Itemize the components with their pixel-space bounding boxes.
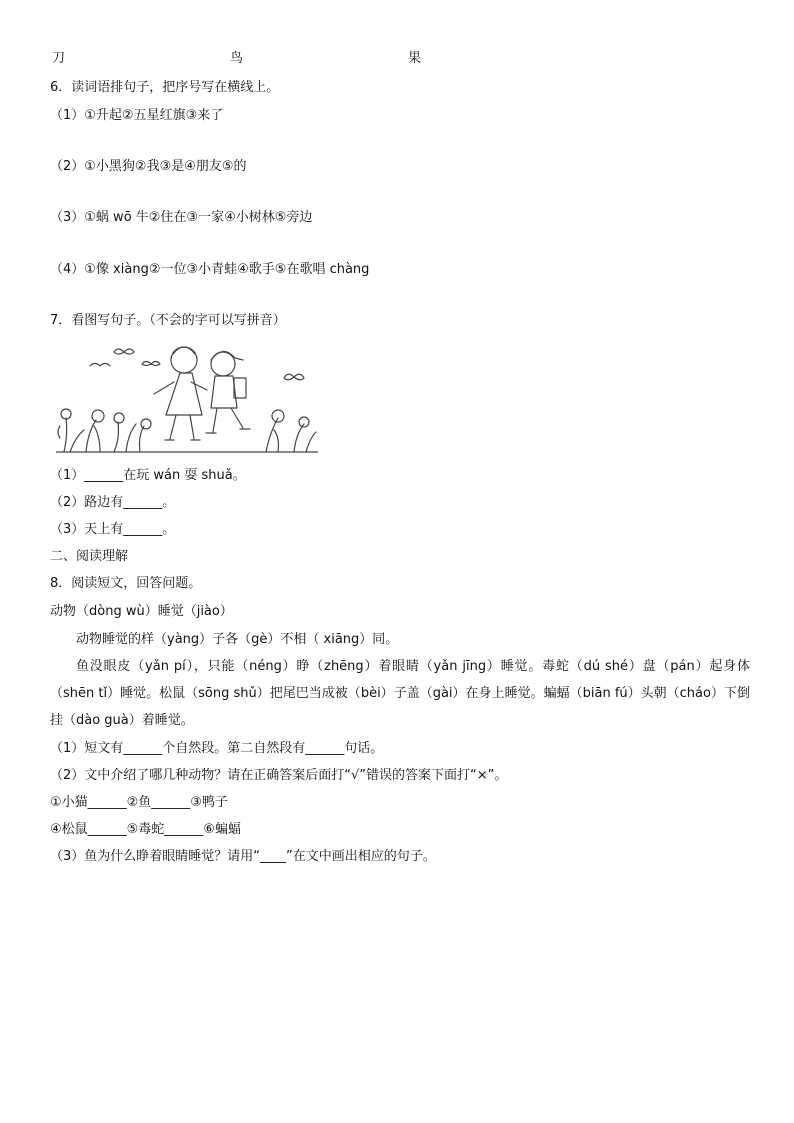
- passage-paragraph-1: 动物睡觉的样（yàng）子各（gè）不相（ xiāng）同。: [76, 632, 399, 647]
- question-7-item-3: （3）天上有______。: [50, 522, 176, 537]
- question-7-title: 7．看图写句子。（不会的字可以写拼音）: [50, 313, 286, 328]
- question-6-item-2: （2）①小黑狗②我③是④朋友⑤的: [50, 159, 247, 174]
- question-6-item-4: （4）①像 xiàng②一位③小青蛙④歌手⑤在歌唱 chàng: [50, 262, 370, 277]
- question-8-options-row-1: ①小猫______②鱼______③鸭子: [50, 795, 228, 810]
- bird-icon: [90, 364, 110, 367]
- question-8-sub-2: （2）文中介绍了哪几种动物？请在正确答案后面打“√”错误的答案下面打“×”。: [50, 768, 508, 783]
- char-dao: 刀: [52, 51, 66, 66]
- passage-paragraph-2: 鱼没眼皮（yǎn pí），只能（néng）睁（zhēng）着眼睛（yǎn jīng）睡觉。毒蛇（dú shé）盘（pán）起身体（shēn tǐ）睡觉。松鼠（sōng shǔ）把尾巴当成被（bèi）子盖（gài）在身上睡觉。蝙蝠（biān fú）头朝（cháo）下倒挂（dào guà）着睡觉。: [50, 659, 750, 728]
- children-walking-garden-illustration: [56, 342, 318, 454]
- butterfly-icon: [114, 349, 134, 354]
- question-6-title: 6．读词语排句子，把序号写在横线上。: [50, 80, 280, 95]
- question-7-item-1: （1）______在玩 wán 耍 shuǎ。: [50, 468, 246, 483]
- question-7-item-2: （2）路边有______。: [50, 495, 176, 510]
- question-8-options-row-2: ④松鼠______⑤毒蛇______⑥蝙蝠: [50, 822, 241, 837]
- question-8-sub-3: （3）鱼为什么睁着眼睛睡觉？请用“____”在文中画出相应的句子。: [50, 849, 436, 864]
- section-2-heading: 二、阅读理解: [50, 549, 129, 564]
- question-8-sub-1: （1）短文有______个自然段。第二自然段有______句话。: [50, 741, 384, 756]
- butterfly-icon: [284, 374, 304, 380]
- question-6-item-3: （3）①蜗 wō 牛②住在③一家④小树林⑤旁边: [50, 210, 313, 225]
- char-guo: 果: [408, 51, 422, 66]
- question-6-item-1: （1）①升起②五星红旗③来了: [50, 108, 224, 123]
- question-8-title: 8．阅读短文，回答问题。: [50, 576, 202, 591]
- butterfly-icon: [142, 362, 160, 366]
- char-niao: 鸟: [230, 51, 244, 66]
- passage-title: 动物（dòng wù）睡觉（jiào）: [50, 604, 233, 619]
